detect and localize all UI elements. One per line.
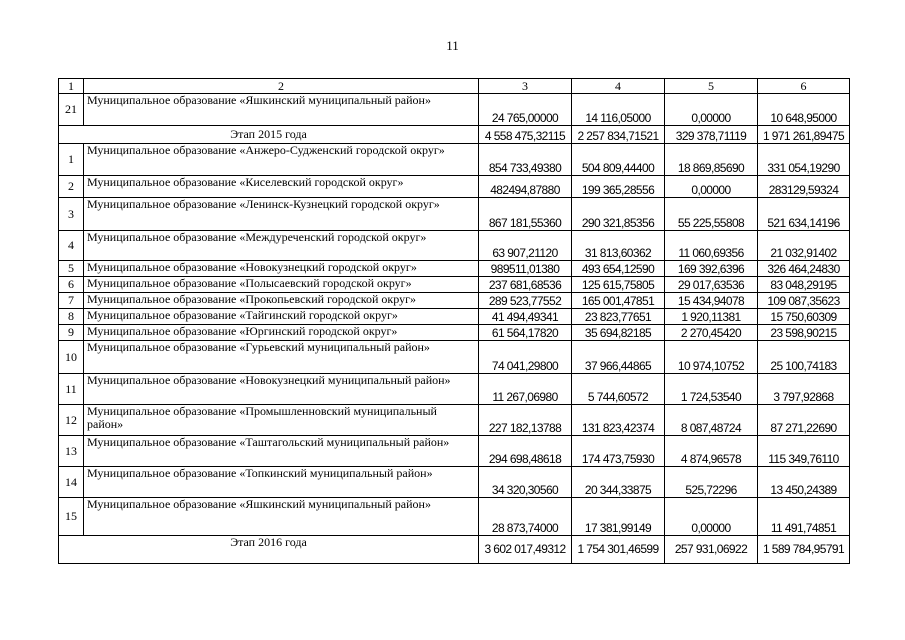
value-col-4: 17 381,99149 — [572, 498, 665, 536]
municipality-name: Муниципальное образование «Анжеро-Судженский городской округ» — [84, 144, 479, 176]
value-col-6: 83 048,29195 — [758, 277, 850, 293]
value-col-5: 18 869,85690 — [665, 144, 758, 176]
municipality-name: Муниципальное образование «Прокопьевский городской округ» — [84, 293, 479, 309]
value-col-6: 10 648,95000 — [758, 94, 850, 126]
municipality-name: Муниципальное образование «Тайгинский городской округ» — [84, 309, 479, 325]
municipality-name: Муниципальное образование «Топкинский муниципальный район» — [84, 467, 479, 498]
value-col-4: 37 966,44865 — [572, 341, 665, 374]
municipality-name: Муниципальное образование «Яшкинский муниципальный район» — [84, 498, 479, 536]
table-row — [59, 498, 850, 536]
value-col-5: 29 017,63536 — [665, 277, 758, 293]
value-col-3: 289 523,77552 — [479, 293, 572, 309]
column-number-cell: 3 — [479, 79, 572, 94]
municipality-name: Муниципальное образование «Междуреченский городской округ» — [84, 231, 479, 261]
value-col-4: 290 321,85356 — [572, 198, 665, 231]
table-row — [59, 341, 850, 374]
table-row — [59, 325, 850, 341]
table-row — [59, 198, 850, 231]
value-col-4: 31 813,60362 — [572, 231, 665, 261]
table-row — [59, 293, 850, 309]
value-col-5: 1 920,11381 — [665, 309, 758, 325]
value-col-5: 55 225,55808 — [665, 198, 758, 231]
value-col-5: 10 974,10752 — [665, 341, 758, 374]
value-col-4: 23 823,77651 — [572, 309, 665, 325]
stage-total-col-4: 1 754 301,46599 — [572, 536, 665, 564]
value-col-6: 3 797,92868 — [758, 374, 850, 405]
value-col-6: 15 750,60309 — [758, 309, 850, 325]
value-col-4: 174 473,75930 — [572, 436, 665, 467]
value-col-4: 504 809,44400 — [572, 144, 665, 176]
value-col-4: 199 365,28556 — [572, 176, 665, 198]
value-col-5: 2 270,45420 — [665, 325, 758, 341]
value-col-3: 34 320,30560 — [479, 467, 572, 498]
column-number-cell: 2 — [84, 79, 479, 94]
value-col-4: 14 116,05000 — [572, 94, 665, 126]
value-col-5: 1 724,53540 — [665, 374, 758, 405]
municipality-name: Муниципальное образование «Полысаевский городской округ» — [84, 277, 479, 293]
value-col-6: 521 634,14196 — [758, 198, 850, 231]
stage-total-row — [59, 536, 850, 564]
table-row — [59, 309, 850, 325]
table-row — [59, 277, 850, 293]
municipality-name: Муниципальное образование «Новокузнецкий городской округ» — [84, 261, 479, 277]
value-col-3: 867 181,55360 — [479, 198, 572, 231]
row-number: 7 — [59, 293, 84, 309]
table-row — [59, 94, 850, 126]
row-number: 10 — [59, 341, 84, 374]
stage-total-col-5: 329 378,71119 — [665, 126, 758, 144]
table-row — [59, 231, 850, 261]
value-col-5: 0,00000 — [665, 94, 758, 126]
value-col-6: 11 491,74851 — [758, 498, 850, 536]
stage-total-col-5: 257 931,06922 — [665, 536, 758, 564]
value-col-6: 331 054,19290 — [758, 144, 850, 176]
value-col-6: 25 100,74183 — [758, 341, 850, 374]
stage-total-col-6: 1 971 261,89475 — [758, 126, 850, 144]
municipality-name: Муниципальное образование «Таштагольский муниципальный район» — [84, 436, 479, 467]
value-col-6: 326 464,24830 — [758, 261, 850, 277]
table-row — [59, 467, 850, 498]
municipality-name: Муниципальное образование «Яшкинский муниципальный район» — [84, 94, 479, 126]
row-number: 11 — [59, 374, 84, 405]
value-col-3: 482494,87880 — [479, 176, 572, 198]
value-col-3: 24 765,00000 — [479, 94, 572, 126]
row-number: 9 — [59, 325, 84, 341]
value-col-6: 21 032,91402 — [758, 231, 850, 261]
value-col-6: 283129,59324 — [758, 176, 850, 198]
stage-total-col-3: 4 558 475,32115 — [479, 126, 572, 144]
municipality-name: Муниципальное образование «Промышленновский муниципальный район» — [84, 405, 479, 436]
municipality-name: Муниципальное образование «Юргинский городской округ» — [84, 325, 479, 341]
stage-total-row — [59, 126, 850, 144]
column-number-row — [59, 79, 850, 94]
row-number: 1 — [59, 144, 84, 176]
stage-total-col-6: 1 589 784,95791 — [758, 536, 850, 564]
stage-label: Этап 2015 года — [59, 126, 479, 144]
value-col-3: 237 681,68536 — [479, 277, 572, 293]
column-number-cell: 5 — [665, 79, 758, 94]
value-col-3: 227 182,13788 — [479, 405, 572, 436]
value-col-6: 109 087,35623 — [758, 293, 850, 309]
value-col-3: 74 041,29800 — [479, 341, 572, 374]
value-col-5: 169 392,6396 — [665, 261, 758, 277]
municipality-name: Муниципальное образование «Ленинск-Кузнецкий городской округ» — [84, 198, 479, 231]
value-col-5: 525,72296 — [665, 467, 758, 498]
row-number: 6 — [59, 277, 84, 293]
table-row — [59, 436, 850, 467]
value-col-3: 63 907,21120 — [479, 231, 572, 261]
row-number: 3 — [59, 198, 84, 231]
value-col-5: 0,00000 — [665, 176, 758, 198]
value-col-4: 5 744,60572 — [572, 374, 665, 405]
value-col-3: 61 564,17820 — [479, 325, 572, 341]
value-col-3: 989511,01380 — [479, 261, 572, 277]
table-row — [59, 176, 850, 198]
value-col-6: 23 598,90215 — [758, 325, 850, 341]
value-col-4: 131 823,42374 — [572, 405, 665, 436]
value-col-4: 125 615,75805 — [572, 277, 665, 293]
value-col-3: 28 873,74000 — [479, 498, 572, 536]
table-row — [59, 144, 850, 176]
value-col-4: 20 344,33875 — [572, 467, 665, 498]
table-row — [59, 405, 850, 436]
row-number: 15 — [59, 498, 84, 536]
row-number: 5 — [59, 261, 84, 277]
funding-table — [58, 78, 850, 564]
column-number-cell: 4 — [572, 79, 665, 94]
table-row — [59, 261, 850, 277]
value-col-4: 165 001,47851 — [572, 293, 665, 309]
row-number: 21 — [59, 94, 84, 126]
column-number-cell: 6 — [758, 79, 850, 94]
value-col-4: 493 654,12590 — [572, 261, 665, 277]
value-col-5: 11 060,69356 — [665, 231, 758, 261]
municipality-name: Муниципальное образование «Новокузнецкий муниципальный район» — [84, 374, 479, 405]
page-number: 11 — [446, 38, 459, 53]
value-col-5: 4 874,96578 — [665, 436, 758, 467]
row-number: 12 — [59, 405, 84, 436]
stage-total-col-3: 3 602 017,49312 — [479, 536, 572, 564]
value-col-3: 294 698,48618 — [479, 436, 572, 467]
municipality-name: Муниципальное образование «Гурьевский муниципальный район» — [84, 341, 479, 374]
row-number: 13 — [59, 436, 84, 467]
value-col-5: 0,00000 — [665, 498, 758, 536]
column-number-cell: 1 — [59, 79, 84, 94]
row-number: 8 — [59, 309, 84, 325]
row-number: 14 — [59, 467, 84, 498]
value-col-3: 41 494,49341 — [479, 309, 572, 325]
value-col-5: 15 434,94078 — [665, 293, 758, 309]
stage-total-col-4: 2 257 834,71521 — [572, 126, 665, 144]
value-col-4: 35 694,82185 — [572, 325, 665, 341]
row-number: 4 — [59, 231, 84, 261]
stage-label: Этап 2016 года — [59, 536, 479, 564]
value-col-3: 854 733,49380 — [479, 144, 572, 176]
value-col-6: 115 349,76110 — [758, 436, 850, 467]
value-col-6: 87 271,22690 — [758, 405, 850, 436]
value-col-3: 11 267,06980 — [479, 374, 572, 405]
municipality-name: Муниципальное образование «Киселевский городской округ» — [84, 176, 479, 198]
table-row — [59, 374, 850, 405]
value-col-6: 13 450,24389 — [758, 467, 850, 498]
row-number: 2 — [59, 176, 84, 198]
value-col-5: 8 087,48724 — [665, 405, 758, 436]
